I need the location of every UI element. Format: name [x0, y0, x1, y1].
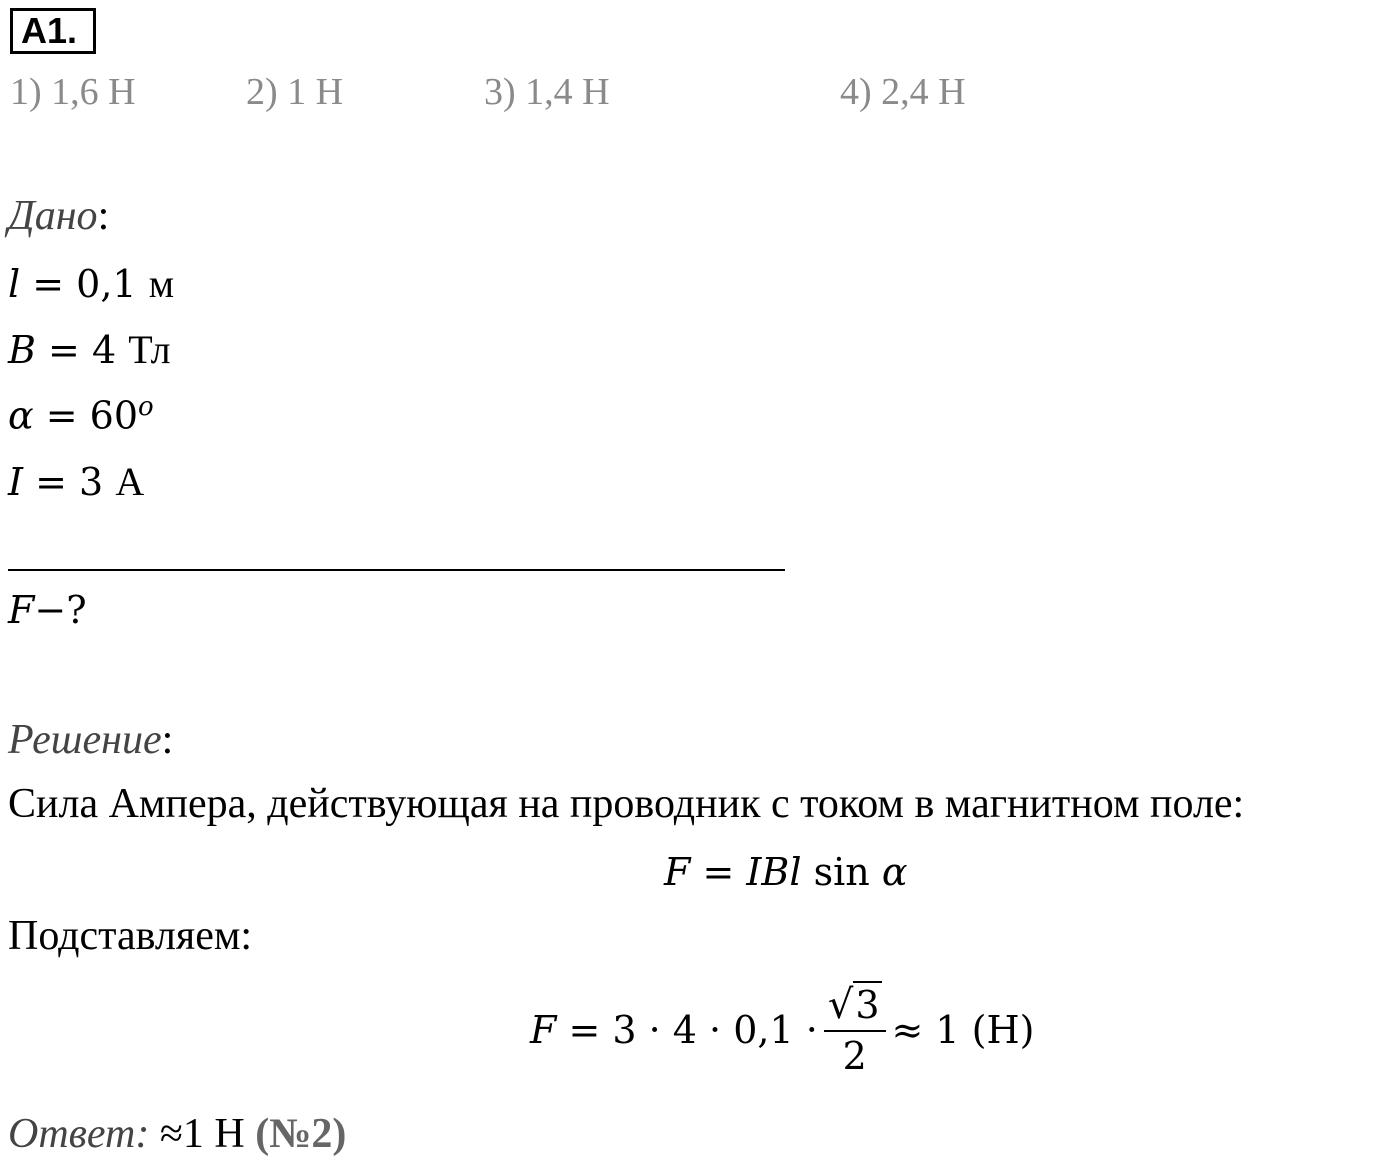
given-angle: $\alpha = 60^o$: [8, 392, 154, 438]
solution-heading: Решение:: [8, 717, 174, 763]
answer-line: Ответ: ≈1 Н (№2): [8, 1111, 347, 1157]
task-label: A1.: [10, 8, 96, 54]
sqrt-fraction: $\frac{√3}{2}$: [824, 982, 886, 1078]
option-2: 2) 1 Н: [246, 71, 344, 113]
given-heading: Дано:: [8, 193, 110, 239]
given-field: B = 4 Тл: [8, 327, 171, 372]
option-1: 1) 1,6 Н: [10, 71, 136, 113]
calculation: F = 3 · 4 · 0,1 · $\frac{√3}{2}$ ≈ 1 (Н): [530, 982, 1035, 1078]
given-current: I = 3 А: [8, 459, 145, 504]
solution-text-2: Подставляем:: [8, 913, 253, 959]
find-quantity: F−?: [8, 588, 87, 632]
given-divider: [8, 569, 785, 571]
solution-text-1: Сила Ампера, действующая на проводник с током в магнитном поле:: [8, 781, 1245, 827]
given-length: l = 0,1 м: [8, 261, 175, 306]
ampere-formula: F = IBl sin α: [664, 850, 908, 894]
option-3: 3) 1,4 Н: [484, 71, 610, 113]
option-4: 4) 2,4 Н: [840, 71, 966, 113]
